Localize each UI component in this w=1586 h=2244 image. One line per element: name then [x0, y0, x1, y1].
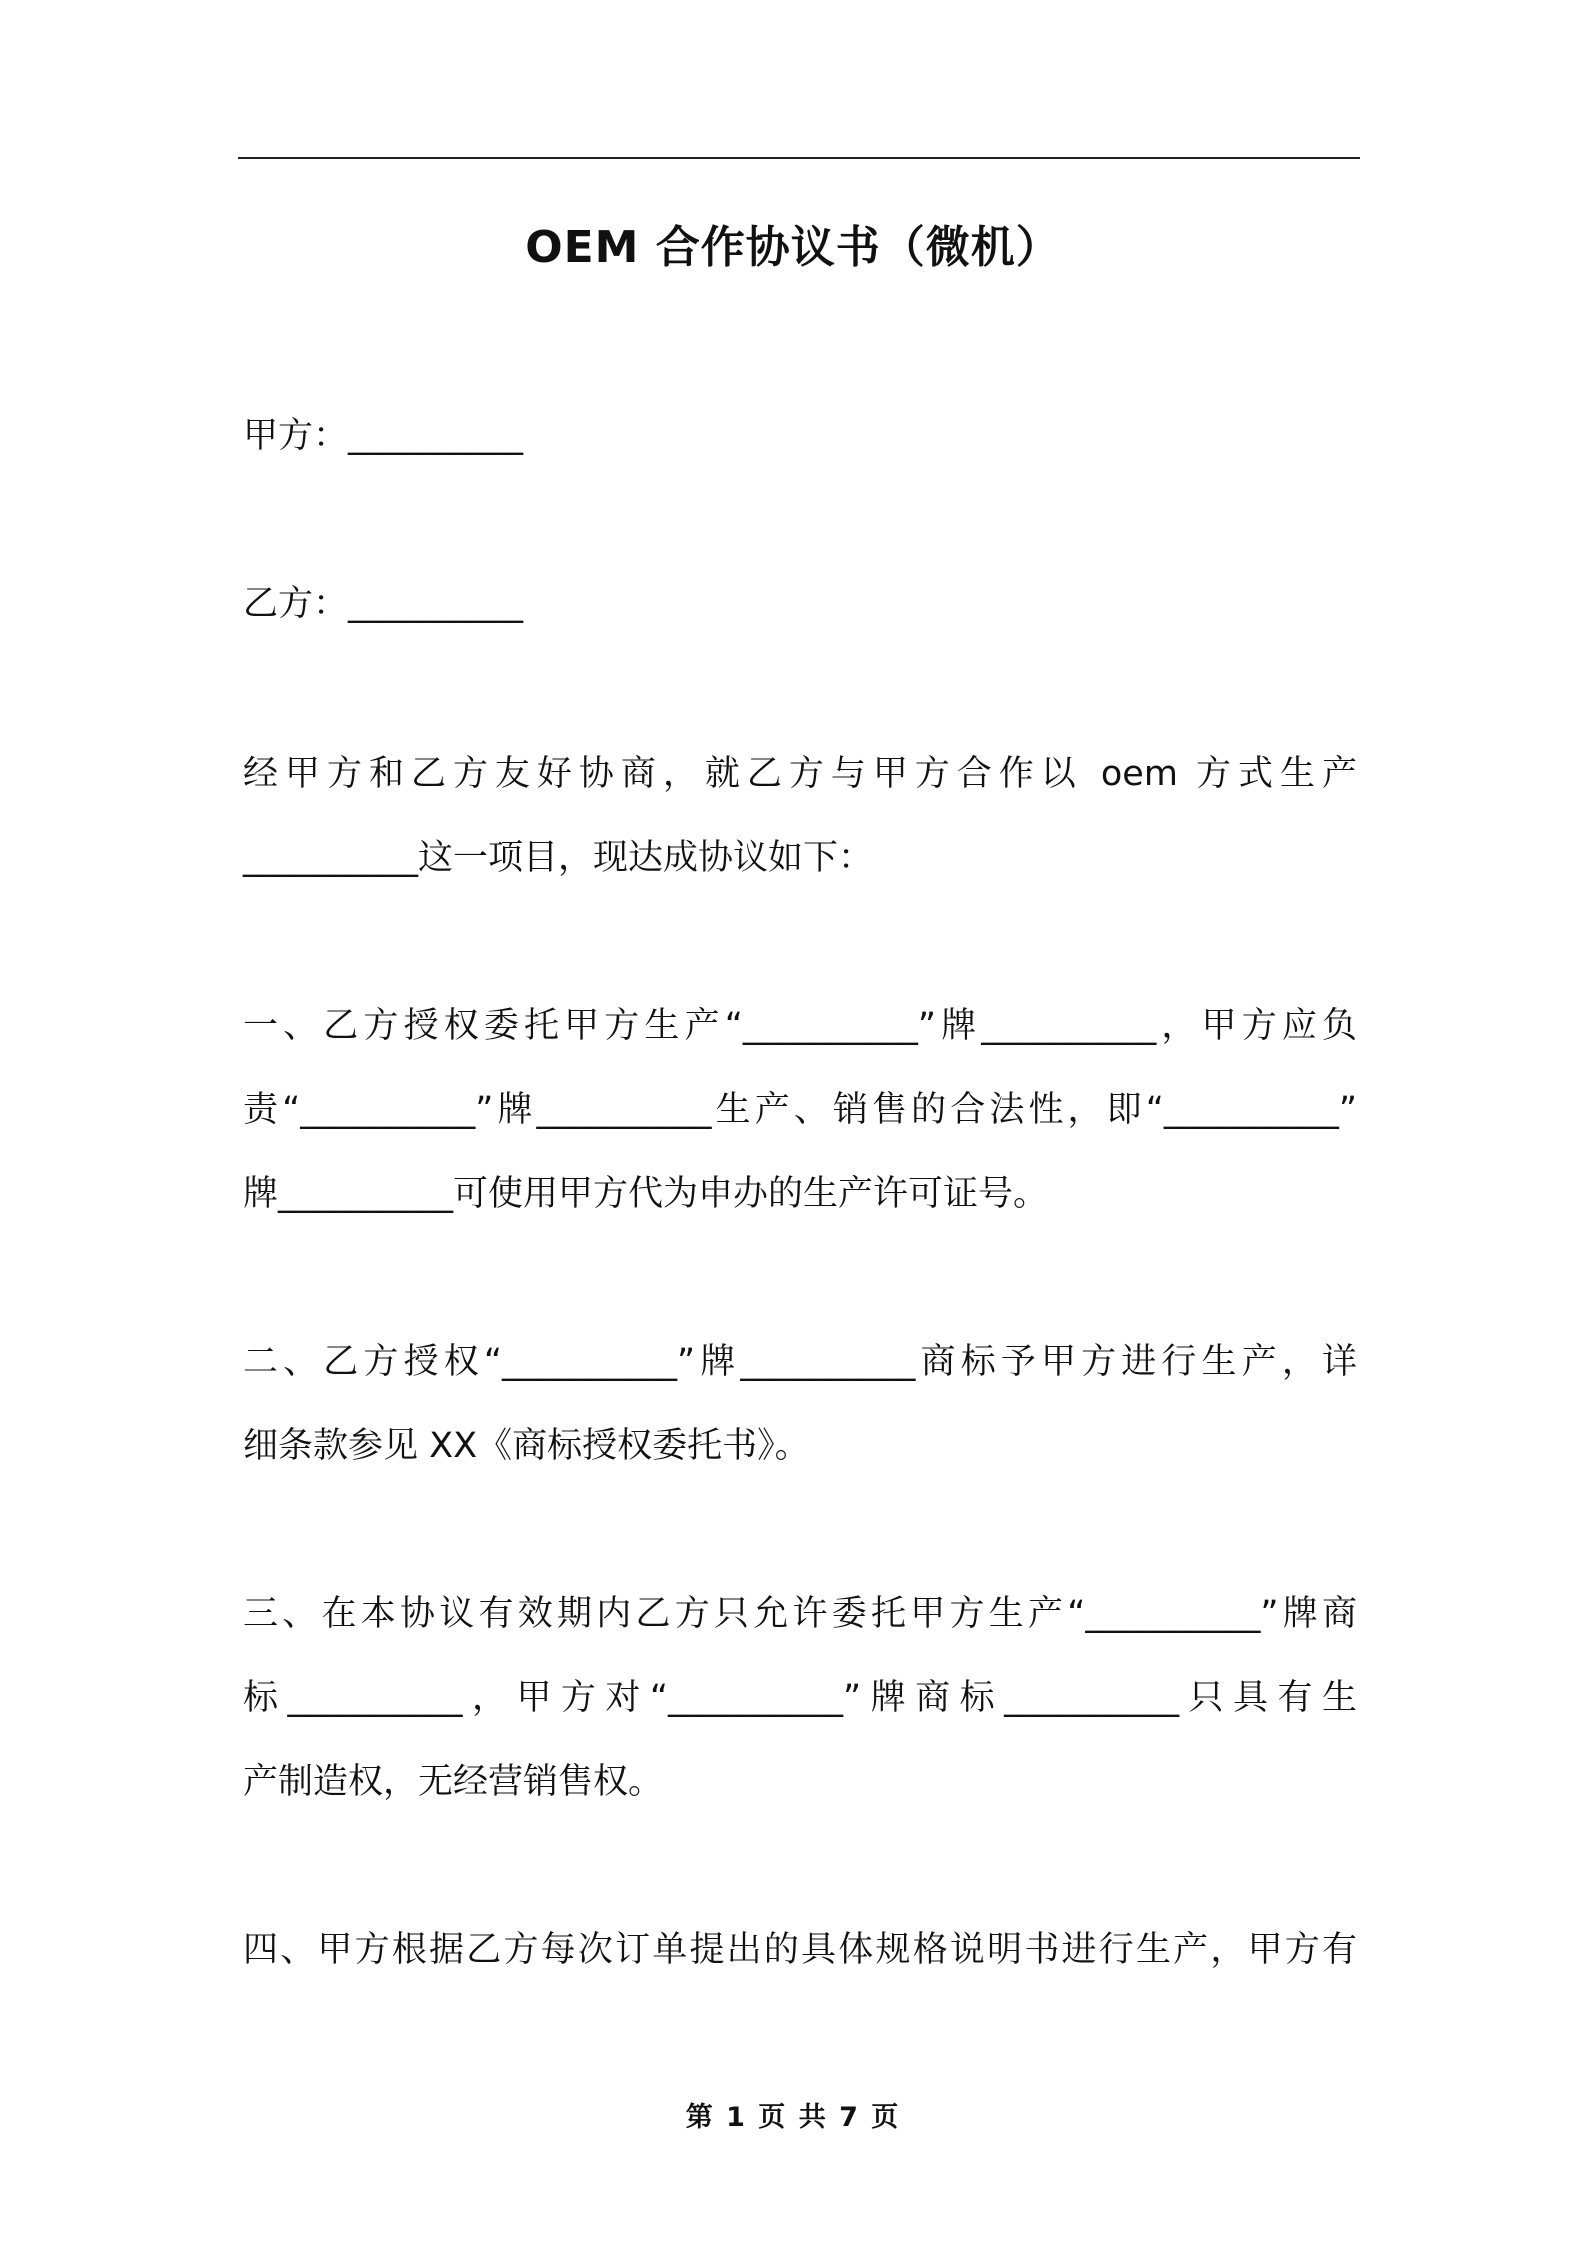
clause-2-line-1: 二、乙方授权“__________”牌__________商标予甲方进行生产，详 — [243, 1342, 1357, 1382]
page-number: 第 1 页 共 7 页 — [685, 2102, 901, 2133]
intro-line-1: 经甲方和乙方友好协商，就乙方与甲方合作以 oem 方式生产 — [243, 754, 1357, 794]
clause-1-line-2: 责“__________”牌__________生产、销售的合法性，即“__________” — [243, 1090, 1357, 1130]
clause-3-line-3: 产制造权，无经营销售权。 — [243, 1762, 664, 1802]
clause-1-line-3: 牌__________可使用甲方代为申办的生产许可证号。 — [243, 1174, 1049, 1214]
clause-1-line-1: 一、乙方授权委托甲方生产“__________”牌__________，甲方应负 — [243, 1006, 1357, 1046]
clause-4-line-1: 四、甲方根据乙方每次订单提出的具体规格说明书进行生产，甲方有 — [243, 1930, 1357, 1970]
document-title: OEM 合作协议书（微机） — [525, 222, 1061, 273]
clause-2-line-2: 细条款参见 XX《商标授权委托书》。 — [243, 1426, 810, 1466]
party-b-line: 乙方：__________ — [243, 584, 524, 624]
header-rule — [238, 157, 1360, 159]
party-a-line: 甲方：__________ — [243, 416, 524, 456]
clause-3-line-1: 三、在本协议有效期内乙方只允许委托甲方生产“__________”牌商 — [243, 1594, 1357, 1634]
clause-3-line-2: 标__________，甲方对“__________”牌商标__________只具有生 — [243, 1678, 1357, 1718]
intro-line-2: __________这一项目，现达成协议如下： — [243, 838, 874, 878]
